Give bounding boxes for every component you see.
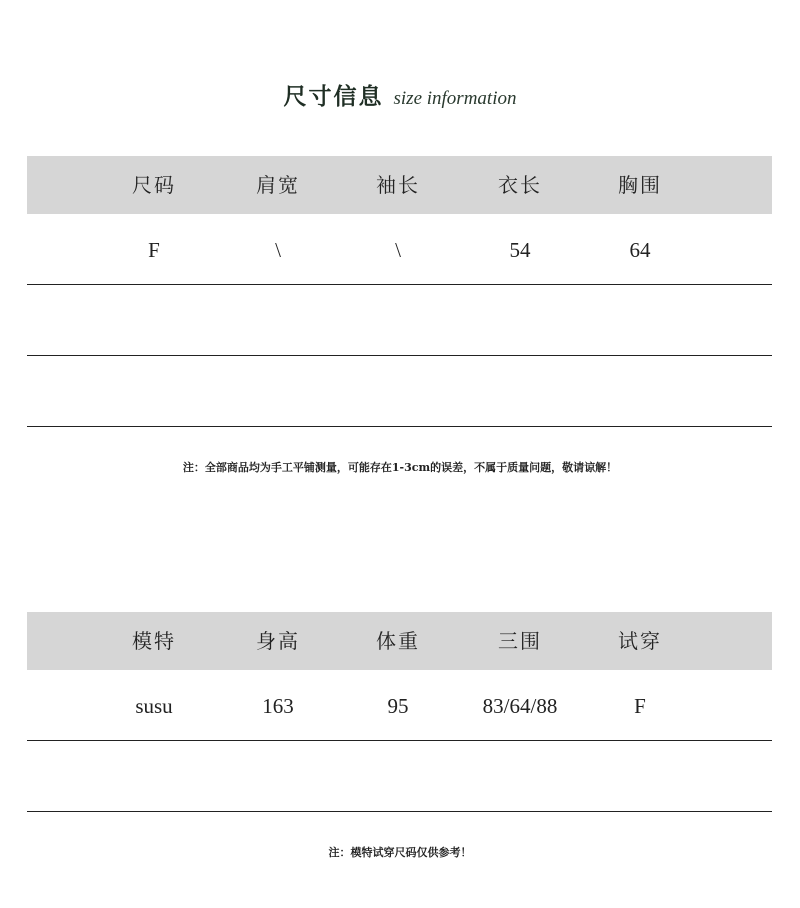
header-height: 身高 bbox=[256, 629, 300, 653]
title-chinese: 尺寸信息 bbox=[283, 83, 384, 110]
table-cell: \ bbox=[395, 238, 401, 262]
header-try-on: 试穿 bbox=[618, 629, 662, 653]
model-note: 注：模特试穿尺码仅供参考！ bbox=[328, 846, 472, 859]
header-bust: 胸围 bbox=[618, 173, 662, 197]
header-size: 尺码 bbox=[132, 173, 176, 197]
table-cell: 95 bbox=[387, 694, 409, 718]
header-garment-length: 衣长 bbox=[498, 173, 542, 197]
table-cell: F bbox=[634, 694, 646, 718]
size-table bbox=[27, 156, 772, 427]
table-row bbox=[27, 741, 772, 812]
size-note: 注：全部商品均为手工平铺测量，可能存在1-3cm的误差，不属于质量问题，敬请谅解！ bbox=[182, 461, 618, 474]
title-english: size information bbox=[393, 88, 517, 109]
header-measurements: 三围 bbox=[498, 629, 542, 653]
header-model: 模特 bbox=[132, 629, 176, 653]
table-cell: 54 bbox=[509, 238, 531, 262]
size-table-header bbox=[27, 156, 772, 214]
table-row bbox=[27, 214, 772, 285]
model-table bbox=[27, 612, 772, 812]
table-cell: 163 bbox=[262, 694, 294, 718]
table-cell: 83/64/88 bbox=[482, 694, 558, 718]
header-sleeve-length: 袖长 bbox=[376, 173, 420, 197]
table-cell: F bbox=[148, 238, 160, 262]
table-row bbox=[27, 356, 772, 427]
table-row bbox=[27, 285, 772, 356]
header-shoulder-width: 肩宽 bbox=[256, 173, 300, 197]
table-row bbox=[27, 670, 772, 741]
model-table-header bbox=[27, 612, 772, 670]
table-cell: \ bbox=[275, 238, 281, 262]
section-title bbox=[0, 78, 800, 111]
table-cell: 64 bbox=[629, 238, 651, 262]
header-weight: 体重 bbox=[376, 629, 420, 653]
table-cell: susu bbox=[135, 694, 173, 718]
